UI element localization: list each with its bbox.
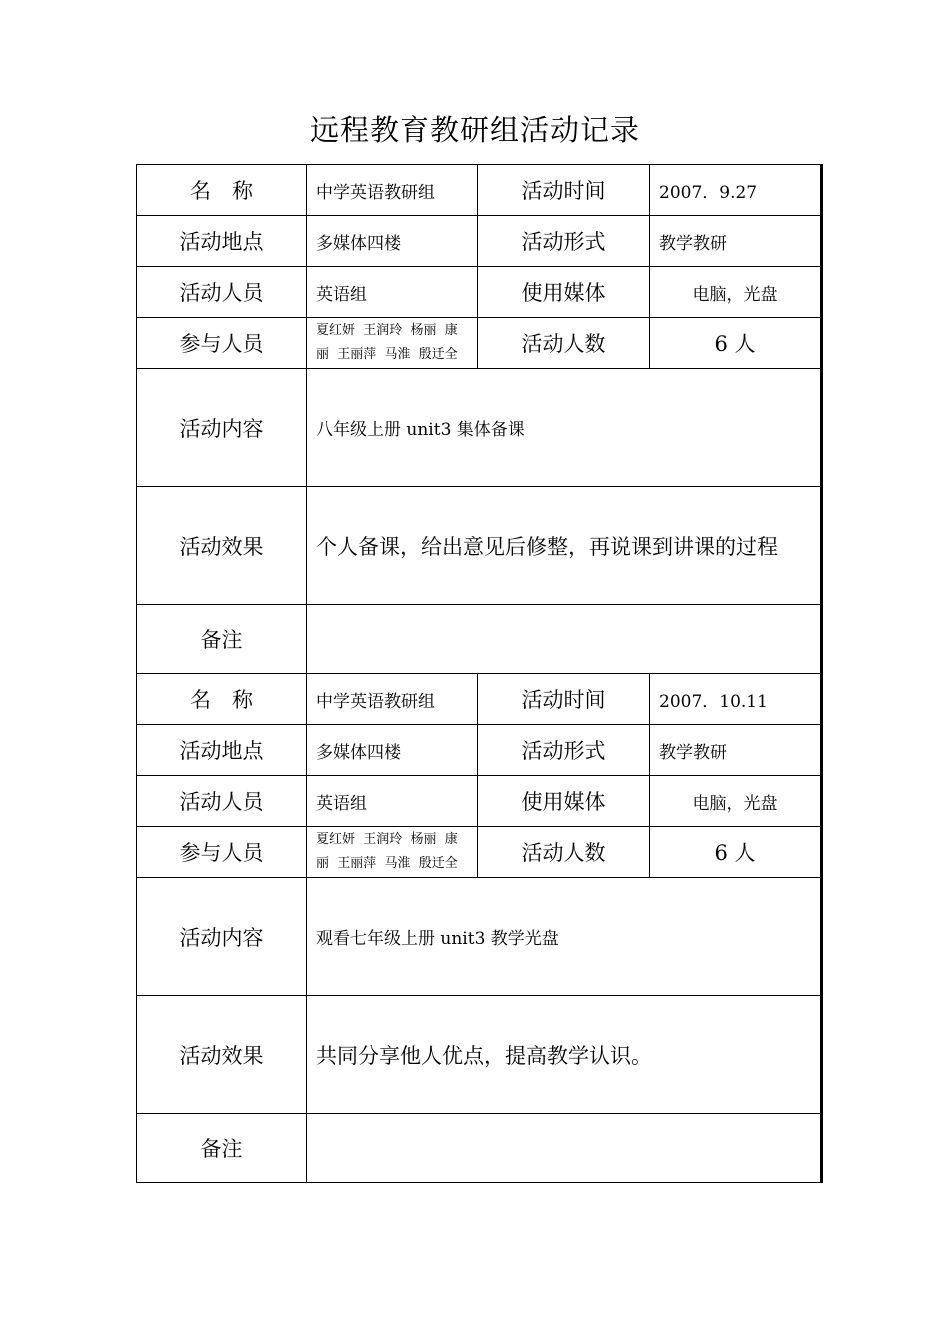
record-2-row-location: [137, 725, 822, 776]
record-1-staff-value: 英语组: [307, 267, 478, 318]
label-time: 活动时间: [478, 674, 650, 725]
record-2-effect-value: 共同分享他人优点，提高教学认识。: [307, 996, 822, 1114]
activity-record-table: [136, 164, 823, 1183]
record-2-name-value: 中学英语教研组: [307, 674, 478, 725]
label-content: 活动内容: [137, 878, 307, 996]
label-media: 使用媒体: [478, 776, 650, 827]
record-1-media-value: 电脑，光盘: [650, 267, 822, 318]
label-location: 活动地点: [137, 216, 307, 267]
record-1-notes-value: [307, 605, 822, 674]
participants-line-1: 夏红妍 王润玲 杨丽 康: [316, 832, 458, 847]
label-name: 名 称: [137, 165, 307, 216]
label-location: 活动地点: [137, 725, 307, 776]
label-form: 活动形式: [478, 725, 650, 776]
label-content: 活动内容: [137, 369, 307, 487]
record-1-row-effect: [137, 487, 822, 605]
record-1-effect-value: 个人备课，给出意见后修整，再说课到讲课的过程: [307, 487, 822, 605]
record-1-content-value: 八年级上册 unit3 集体备课: [307, 369, 822, 487]
record-2-row-effect: [137, 996, 822, 1114]
record-1-row-participants: [137, 318, 822, 369]
label-staff: 活动人员: [137, 267, 307, 318]
label-notes: 备注: [137, 605, 307, 674]
record-1-location-value: 多媒体四楼: [307, 216, 478, 267]
label-name: 名 称: [137, 674, 307, 725]
record-2-form-value: 教学教研: [650, 725, 822, 776]
label-effect: 活动效果: [137, 996, 307, 1114]
record-1-participants-value: [307, 318, 478, 369]
record-2-row-notes: [137, 1114, 822, 1183]
record-2-participants-value: [307, 827, 478, 878]
record-1-row-name: [137, 165, 822, 216]
record-1-row-staff: [137, 267, 822, 318]
record-2-row-participants: [137, 827, 822, 878]
record-2-location-value: 多媒体四楼: [307, 725, 478, 776]
record-2-media-value: 电脑，光盘: [650, 776, 822, 827]
record-1-row-location: [137, 216, 822, 267]
record-2-staff-value: 英语组: [307, 776, 478, 827]
record-2-row-name: [137, 674, 822, 725]
label-time: 活动时间: [478, 165, 650, 216]
label-count: 活动人数: [478, 318, 650, 369]
label-staff: 活动人员: [137, 776, 307, 827]
record-1-form-value: 教学教研: [650, 216, 822, 267]
record-1-time-value: 2007．9.27: [650, 165, 822, 216]
record-1-name-value: 中学英语教研组: [307, 165, 478, 216]
label-count: 活动人数: [478, 827, 650, 878]
record-2-count-value: 6 人: [650, 827, 822, 878]
participants-line-2: 丽 王丽萍 马淮 殷迁全: [316, 347, 458, 362]
record-1-count-value: 6 人: [650, 318, 822, 369]
participants-line-2: 丽 王丽萍 马淮 殷迁全: [316, 856, 458, 871]
participants-line-1: 夏红妍 王润玲 杨丽 康: [316, 323, 458, 338]
page-title: 远程教育教研组活动记录: [309, 113, 640, 147]
record-1-row-notes: [137, 605, 822, 674]
record-2-content-value: 观看七年级上册 unit3 教学光盘: [307, 878, 822, 996]
record-2-row-content: [137, 878, 822, 996]
record-2-notes-value: [307, 1114, 822, 1183]
record-2-time-value: 2007．10.11: [650, 674, 822, 725]
label-media: 使用媒体: [478, 267, 650, 318]
label-notes: 备注: [137, 1114, 307, 1183]
label-participants: 参与人员: [137, 318, 307, 369]
label-effect: 活动效果: [137, 487, 307, 605]
record-2-row-staff: [137, 776, 822, 827]
label-form: 活动形式: [478, 216, 650, 267]
label-participants: 参与人员: [137, 827, 307, 878]
record-1-row-content: [137, 369, 822, 487]
